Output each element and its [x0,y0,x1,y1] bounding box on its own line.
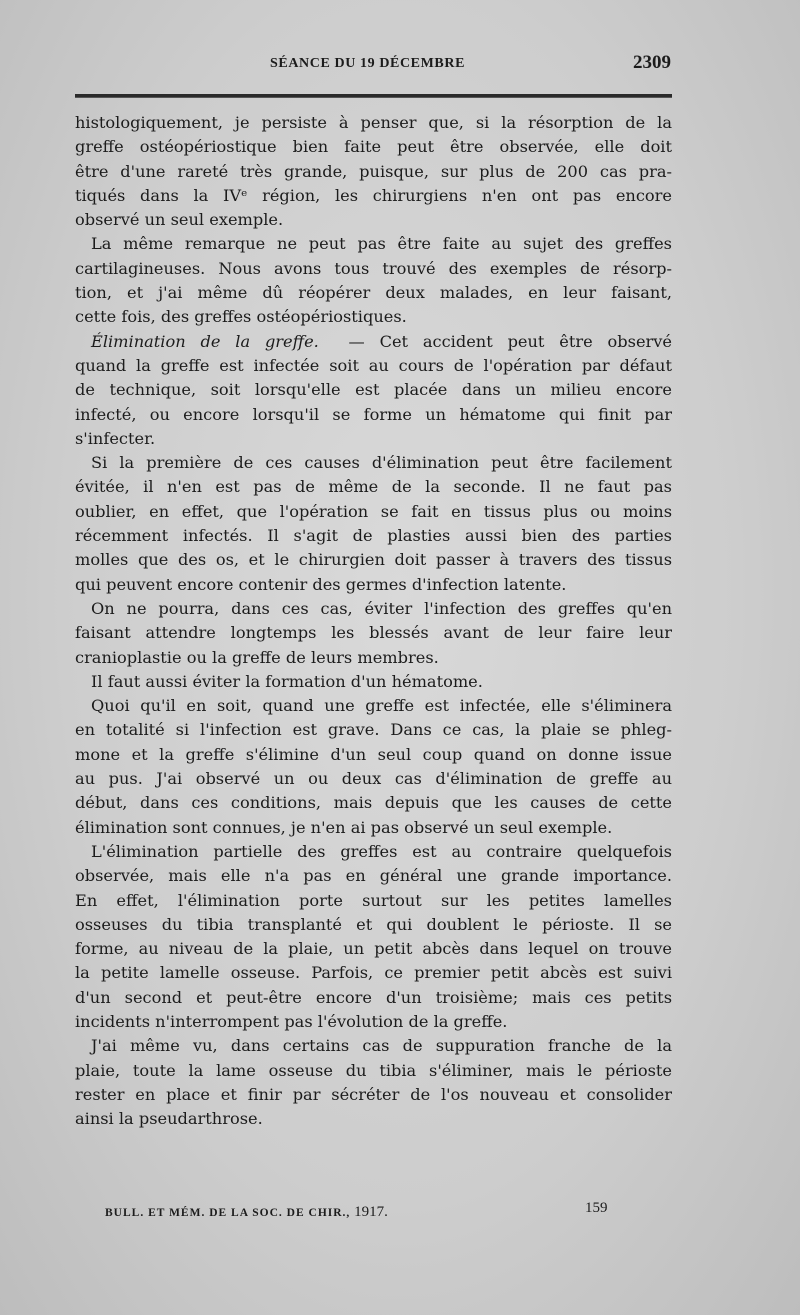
text-line: observée, mais elle n'a pas en général une grande importance. [75,866,672,886]
text-line: La même remarque ne peut pas être faite au sujet des greffes [91,234,672,254]
text-line: cartilagineuses. Nous avons tous trouvé des exemples de résorp- [75,258,672,278]
text-line: être d'une rareté très grande, puisque, sur plus de 200 cas pra- [75,161,672,181]
text-line: — Cet accident peut être observé [348,331,672,351]
text-line: quand la greffe est infectée soit au cours de l'opération par défaut [75,355,672,375]
text-line: au pus. J'ai observé un ou deux cas d'élimination de greffe au [75,769,672,789]
text-line: cette fois, des greffes ostéopériostiques. [75,307,407,327]
footer [105,1200,615,1224]
text-line: greffe ostéopériostique bien faite peut être observée, elle doit [75,137,672,157]
section-line [75,330,672,354]
text-line: osseuses du tibia transplanté et qui doublent le périoste. Il se [75,914,672,934]
text-line: rester en place et finir par sécréter de l'os nouveau et consolider [75,1084,672,1104]
text-line: Si la première de ces causes d'élimination peut être facilement [91,453,672,473]
section-heading: Élimination de la greffe. [91,331,319,351]
footer-journal: BULL. ET MÉM. DE LA SOC. DE CHIR., [105,1207,351,1219]
text-line: Il faut aussi éviter la formation d'un hématome. [91,671,483,691]
text-line: la petite lamelle osseuse. Parfois, ce premier petit abcès est suivi [75,963,672,983]
text-line: de technique, soit lorsqu'elle est placée dans un milieu encore [75,380,672,400]
footer-journal-line [105,1204,388,1221]
text-line: en totalité si l'infection est grave. Dans ce cas, la plaie se phleg- [75,720,672,740]
text-line: J'ai même vu, dans certains cas de suppuration franche de la [91,1036,672,1056]
text-line: cranioplastie ou la greffe de leurs membres. [75,647,439,667]
running-title: SÉANCE DU 19 DÉCEMBRE [270,56,466,71]
running-head [75,52,675,76]
text-line: mone et la greffe s'élimine d'un seul coup quand on donne issue [75,744,672,764]
text-line: qui peuvent encore contenir des germes d'infection latente. [75,574,567,594]
text-line: faisant attendre longtemps les blessés avant de leur faire leur [75,623,672,643]
text-line: évitée, il n'en est pas de même de la seconde. Il ne faut pas [75,477,672,497]
text-line: ainsi la pseudarthrose. [75,1109,263,1129]
text-line: d'un second et peut-être encore d'un troisième; mais ces petits [75,987,672,1007]
header-rule [75,94,672,98]
text-line: observé un seul exemple. [75,210,284,230]
text-line: tiqués dans la IVᵉ région, les chirurgiens n'en ont pas encore [75,185,672,205]
text-line: infecté, ou encore lorsqu'il se forme un hématome qui finit par [75,404,672,424]
body-text [75,111,672,1131]
text-line: Quoi qu'il en soit, quand une greffe est infectée, elle s'éliminera [91,696,672,716]
footer-year: 1917. [354,1204,388,1220]
text-line: incidents n'interrompent pas l'évolution de la greffe. [75,1011,508,1031]
page-number: 2309 [633,52,671,73]
text-line: début, dans ces conditions, mais depuis que les causes de cette [75,793,672,813]
text-line: plaie, toute la lame osseuse du tibia s'éliminer, mais le périoste [75,1060,672,1080]
text-line: récemment infectés. Il s'agit de plasties aussi bien des parties [75,526,672,546]
text-line: élimination sont connues, je n'en ai pas observé un seul exemple. [75,817,613,837]
text-line: En effet, l'élimination porte surtout sur les petites lamelles [75,890,672,910]
text-line: histologiquement, je persiste à penser que, si la résorption de la [75,113,672,132]
text-line: s'infecter. [75,428,156,448]
text-line: L'élimination partielle des greffes est au contraire quelquefois [91,841,672,861]
text-line: oublier, en effet, que l'opération se fait en tissus plus ou moins [75,501,672,521]
text-line: molles que des os, et le chirurgien doit passer à travers des tissus [75,550,672,570]
signature-mark: 159 [585,1200,608,1216]
text-line: tion, et j'ai même dû réopérer deux malades, en leur faisant, [75,283,672,303]
text-line: forme, au niveau de la plaie, un petit abcès dans lequel on trouve [75,939,672,959]
text-line: On ne pourra, dans ces cas, éviter l'infection des greffes qu'en [91,598,672,618]
